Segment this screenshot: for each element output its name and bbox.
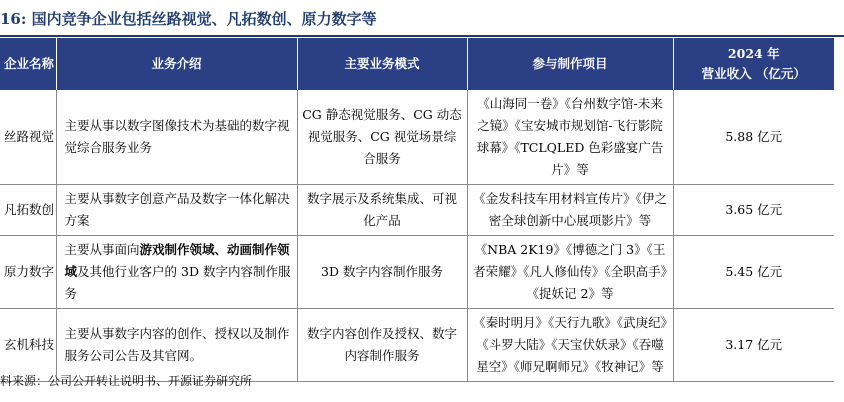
header-revenue-unit: 营业收入 （亿元） bbox=[701, 66, 806, 81]
header-revenue bbox=[673, 38, 834, 90]
company-name: 原力数字 bbox=[0, 236, 56, 309]
projects: 《NBA 2K19》《博德之门 3》《王者荣耀》《凡人修仙传》《全职高手》《捉妖记 2》等 bbox=[467, 236, 673, 309]
business-intro bbox=[56, 236, 297, 309]
projects: 《金发科技车用材料宣传片》《伊之密全球创新中心展项影片》等 bbox=[467, 185, 673, 236]
header-row bbox=[0, 38, 834, 90]
business-model: 3D 数字内容制作服务 bbox=[297, 236, 467, 309]
business-model: 数字内容创作及授权、数字内容制作服务 bbox=[297, 309, 467, 382]
intro-highlight-animation: 动画制作领域 bbox=[64, 242, 290, 279]
company-name: 凡拓数创 bbox=[0, 185, 56, 236]
revenue: 3.17 亿元 bbox=[673, 309, 834, 382]
competitor-table bbox=[0, 38, 834, 382]
intro-text: 主要从事面向 bbox=[64, 242, 140, 257]
table-row bbox=[0, 309, 834, 382]
title-rule bbox=[0, 35, 844, 37]
revenue: 3.65 亿元 bbox=[673, 185, 834, 236]
business-model: CG 静态视觉服务、CG 动态视觉服务、CG 视觉场景综合服务 bbox=[297, 90, 467, 185]
business-intro: 主要从事以数字图像技术为基础的数字视觉综合服务业务 bbox=[56, 90, 297, 185]
intro-separator: 、 bbox=[214, 242, 228, 257]
company-name: 丝路视觉 bbox=[0, 90, 56, 185]
business-intro: 主要从事数字内容的创作、授权以及制作服务公司公告及其官网。 bbox=[56, 309, 297, 382]
revenue: 5.45 亿元 bbox=[673, 236, 834, 309]
revenue: 5.88 亿元 bbox=[673, 90, 834, 185]
header-revenue-year: 2024 年 bbox=[727, 46, 780, 61]
source-note: 料来源：公司公开转让说明书、开源证券研究所 bbox=[0, 374, 253, 388]
header-intro: 业务介绍 bbox=[56, 38, 297, 90]
company-name: 玄机科技 bbox=[0, 309, 56, 382]
table-row bbox=[0, 185, 834, 236]
business-intro: 主要从事数字创意产品及数字一体化解决方案 bbox=[56, 185, 297, 236]
table-title: 16: 国内竞争企业包括丝路视觉、凡拓数创、原力数字等 bbox=[0, 10, 377, 28]
intro-text-tail: 及其他行业客户的 3D 数字内容制作服务 bbox=[64, 264, 291, 301]
header-projects: 参与制作项目 bbox=[467, 38, 673, 90]
intro-highlight-game: 游戏制作领域 bbox=[139, 242, 215, 257]
projects: 《山海同一卷》《台州数字馆-未来之镜》《宝安城市规划馆-飞行影院球幕》《TCLQLED 色彩盛宴广告片》等 bbox=[467, 90, 673, 185]
header-model: 主要业务模式 bbox=[297, 38, 467, 90]
header-company: 企业名称 bbox=[0, 38, 56, 90]
projects: 《秦时明月》《天行九歌》《武庚纪》《斗罗大陆》《天宝伏妖录》《吞噬星空》《师兄啊师兄》《牧神记》等 bbox=[467, 309, 673, 382]
business-model: 数字展示及系统集成、可视化产品 bbox=[297, 185, 467, 236]
table-row bbox=[0, 90, 834, 185]
table-row bbox=[0, 236, 834, 309]
